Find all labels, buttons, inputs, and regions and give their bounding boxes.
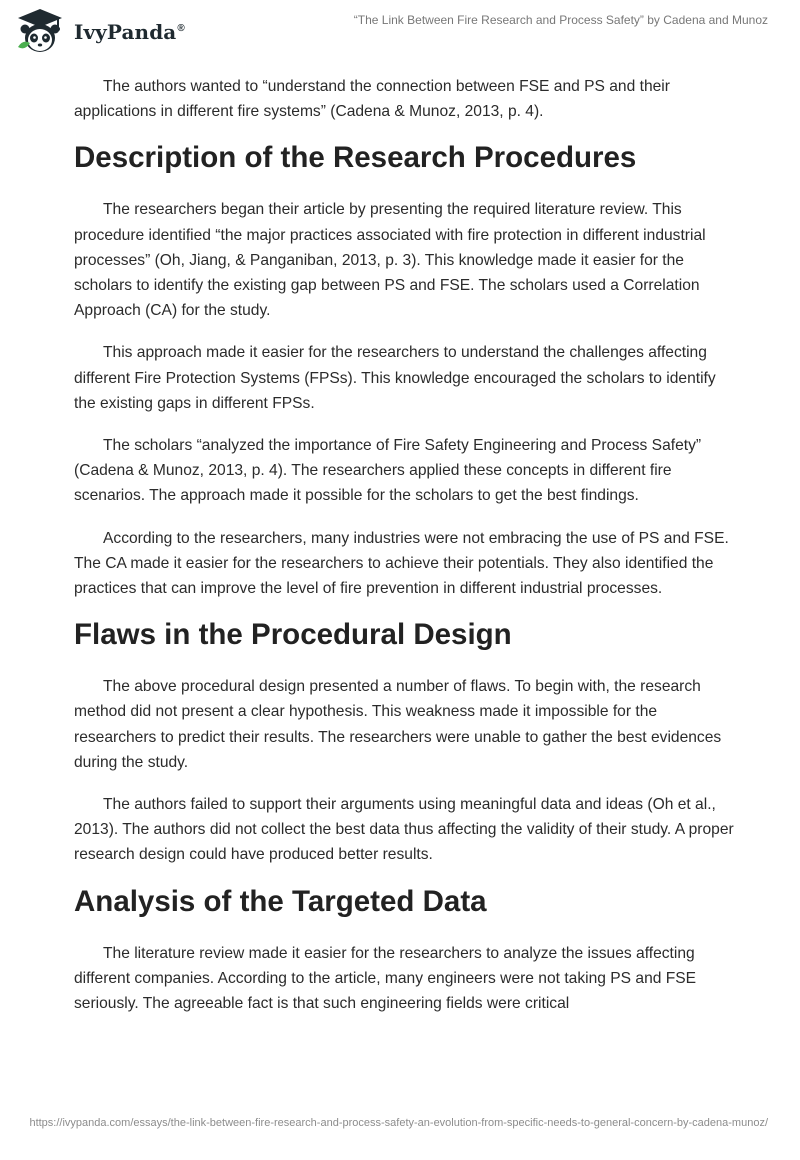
brand-name: IvyPanda® (74, 20, 185, 44)
section-heading: Description of the Research Procedures (74, 141, 637, 175)
intro-paragraph: The authors wanted to “understand the connection between FSE and PS and their applications in different fire systems” (Cadena & Munoz, 2013, p. 4). (74, 78, 670, 121)
paragraph: This approach made it easier for the researchers to understand the challenges affecting different Fire Protection Systems (FPSs). This knowledge encouraged the scholars to identify the existing gaps in different FPSs. (74, 344, 716, 412)
source-url-link[interactable]: https://ivypanda.com/essays/the-link-between-fire-research-and-process-safety-an-evolution-from-specific-needs-to-general-concern-by-cadena-munoz/ (29, 1117, 768, 1129)
essay-body (74, 74, 734, 1033)
paragraph: The authors failed to support their arguments using meaningful data and ideas (Oh et al., 2013). The authors did not collect the best data thus affecting the validity of their study. A proper research design could have produced better results. (74, 796, 734, 864)
paragraph: The literature review made it easier for the researchers to analyze the issues affecting different companies. According to the article, many engineers were not taking PS and FSE seriously. The agreeable fact is that such engineering fields were critical (74, 944, 697, 1013)
paragraph: The researchers began their article by presenting the required literature review. This procedure identified “the major practices associated with fire protection in different industrial processes” (Oh, Jiang, & Panganiban, 2013, p. 3). This knowledge made it easier for the scholars to identify the existing gap between PS and FSE. The scholars used a Correlation Approach (CA) for the study. (74, 201, 706, 320)
panda-logo-icon (14, 7, 66, 57)
document-title: “The Link Between Fire Research and Process Safety” by Cadena and Munoz (353, 13, 768, 27)
section-heading: Analysis of the Targeted Data (74, 884, 487, 918)
brand-logo[interactable] (14, 7, 185, 57)
page-header (0, 0, 800, 60)
section-heading: Flaws in the Procedural Design (74, 618, 512, 652)
paragraph: The above procedural design presented a number of flaws. To begin with, the research method did not present a clear hypothesis. This weakness made it impossible for the researchers to predict their results. The researchers were unable to gather the best evidences during the study. (74, 678, 722, 771)
paragraph: According to the researchers, many industries were not embracing the use of PS and FSE. The CA made it easier for the researchers to achieve their potentials. They also identified the practices that can improve the level of fire prevention in different industrial processes. (74, 529, 729, 598)
registered-mark: ® (177, 23, 185, 35)
paragraph: The scholars “analyzed the importance of Fire Safety Engineering and Process Safety” (Cadena & Munoz, 2013, p. 4). The researchers applied these concepts in different fire scenarios. The approach made it possible for the scholars to get the best findings. (74, 437, 702, 505)
